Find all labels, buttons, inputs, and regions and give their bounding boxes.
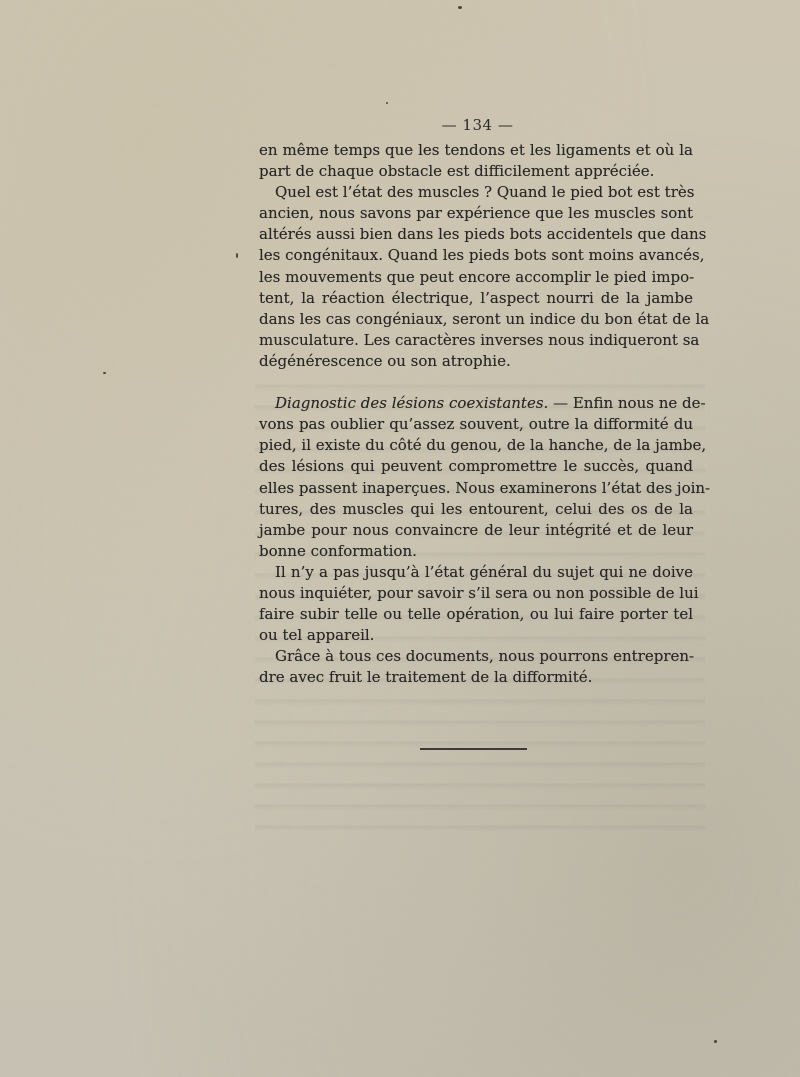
text-line: part de chaque obstacle est difficilement appréciée. xyxy=(259,162,655,181)
text-line: dans les cas congéniaux, seront un indice du bon état de la xyxy=(259,309,710,328)
page-number: — 134 — xyxy=(441,116,514,134)
text-line: les mouvements que peut encore accomplir le pied impo- xyxy=(259,267,695,286)
text-line: les congénitaux. Quand les pieds bots sont moins avancés, xyxy=(259,246,705,265)
text-line: en même temps que les tendons et les ligaments et où la xyxy=(259,141,693,159)
text-line: jambe pour nous convaincre de leur intégrité et de leur xyxy=(259,520,693,539)
text-line: dre avec fruit le traitement de la difformité. xyxy=(259,668,593,687)
paragraph-gap xyxy=(259,372,693,393)
section-heading-line xyxy=(259,393,706,414)
text-line: ou tel appareil. xyxy=(259,626,375,645)
text-line: musculature. Les caractères inverses nous indiqueront sa xyxy=(259,330,700,349)
text-line: ancien, nous savons par expérience que les muscles sont xyxy=(259,204,693,223)
text-line: nous inquiéter, pour savoir s’il sera ou non possible de lui xyxy=(259,583,699,602)
paper-speck xyxy=(714,1040,717,1043)
text-line: altérés aussi bien dans les pieds bots accidentels que dans xyxy=(259,225,707,244)
section-heading: Diagnostic des lésions coexistantes. xyxy=(275,394,549,413)
text-line: des lésions qui peuvent compromettre le succès, quand xyxy=(259,457,693,476)
end-rule xyxy=(420,748,527,750)
text-line: Grâce à tous ces documents, nous pourrons entrepren- xyxy=(275,647,695,666)
paper-speck xyxy=(458,6,462,9)
text-line: pied, il existe du côté du genou, de la hanche, de la jambe, xyxy=(259,436,707,455)
text-line-fragment: — Enfin nous ne de- xyxy=(553,394,706,413)
text-line: faire subir telle ou telle opération, ou lui faire porter tel xyxy=(259,605,693,624)
text-line: vons pas oublier qu’assez souvent, outre la difformité du xyxy=(259,415,693,434)
paper-speck xyxy=(103,372,106,374)
text-line: tent, la réaction électrique, l’aspect nourri de la jambe xyxy=(259,288,693,307)
text-line: dégénérescence ou son atrophie. xyxy=(259,351,511,370)
text-line: tures, des muscles qui les entourent, celui des os de la xyxy=(259,499,693,518)
text-line: bonne conformation. xyxy=(259,541,417,560)
body-text xyxy=(259,140,711,688)
paper-speck xyxy=(386,102,388,104)
text-line: Il n’y a pas jusqu’à l’état général du sujet qui ne doive xyxy=(275,562,693,581)
text-line: Quel est l’état des muscles ? Quand le pied bot est très xyxy=(275,183,695,202)
paper-speck xyxy=(236,253,238,258)
text-line: elles passent inaperçues. Nous examinerons l’état des join- xyxy=(259,478,711,497)
